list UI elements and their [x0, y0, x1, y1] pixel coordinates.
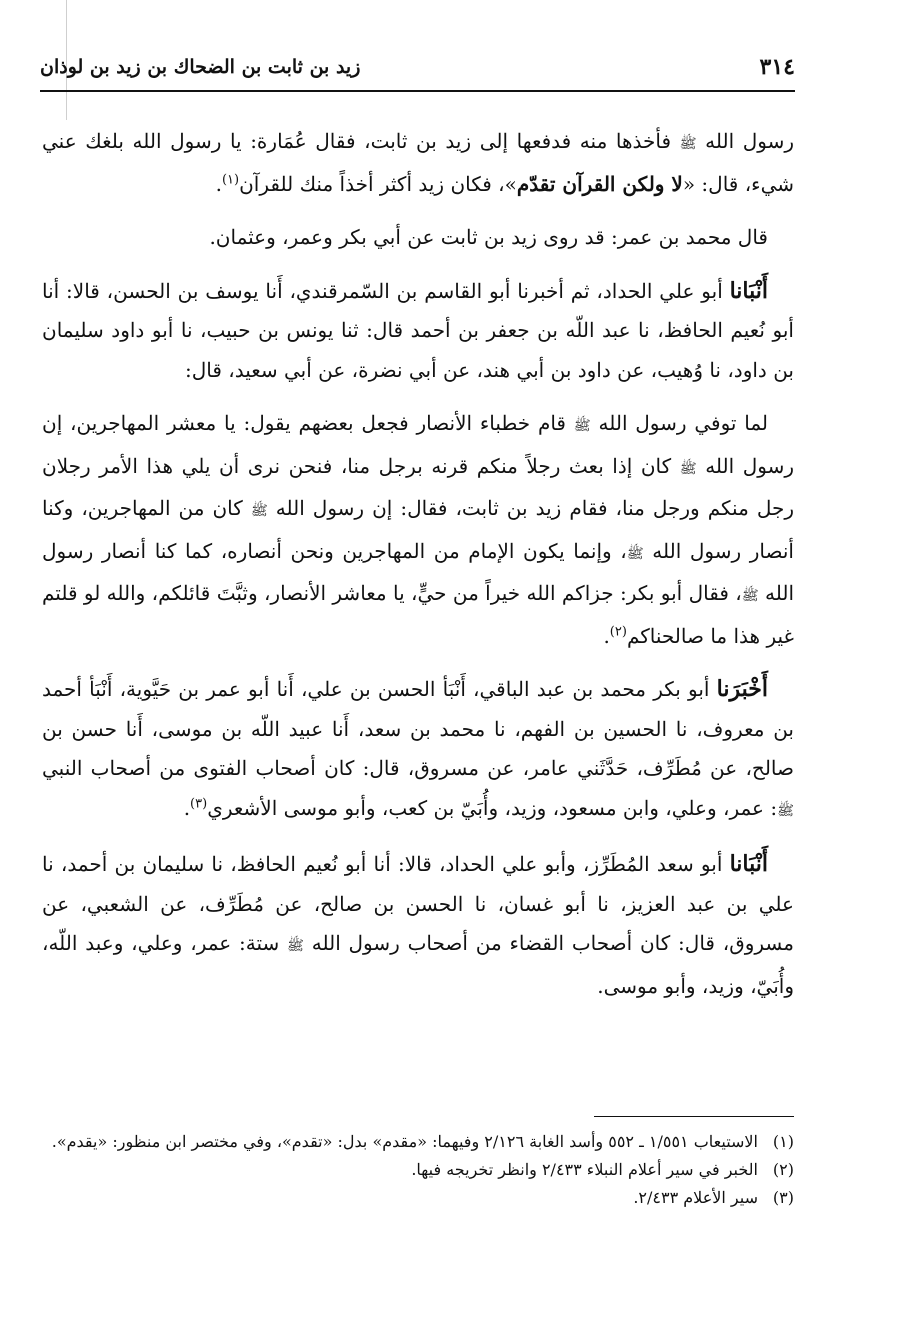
- text-run: »، فكان زيد أكثر أخذاً منك للقرآن: [239, 171, 517, 196]
- paragraph-2: [42, 218, 794, 258]
- prophet-quote: لا ولكن القرآن تقدّم: [516, 171, 683, 196]
- footnotes: [42, 1128, 794, 1212]
- salla-glyph: ﷺ: [777, 802, 794, 819]
- footnote-ref-1[interactable]: (١): [221, 171, 240, 187]
- footnote-3: [42, 1184, 794, 1212]
- paragraph-6: [42, 845, 794, 1006]
- text-run: .: [215, 171, 222, 196]
- text-run: كان إذا بعث رجلاً منكم قرنه برجل منا، فنحن نرى أن يلي هذا الأمر رجلان رجل منكم ورجل منا، فقام زيد بن ثابت، فقال: إن رسول الله: [42, 453, 795, 520]
- footnote-number: (٣): [772, 1188, 794, 1207]
- main-text: [42, 122, 794, 1020]
- salla-glyph: ﷺ: [741, 588, 759, 604]
- text-run: ، فقال أبو بكر: جزاكم الله خيراً من حيٍّ، يا معاشر الأنصار، وثبَّتَ قائلكم، والله لو قلتم غير هذا ما صالحناكم: [42, 581, 794, 648]
- running-title: زيد بن ثابت بن الضحاك بن زيد بن لوذان: [40, 56, 361, 78]
- page-number: ٣١٤: [759, 54, 795, 80]
- footnote-rule: [594, 1116, 794, 1117]
- text-run: أبو بكر محمد بن عبد الباقي، أَنْبَأ الحسن بن علي، أَنا أبو عمر بن حَيَّوية، أَنْبَأ أحمد بن معروف، نا الحسين بن الفهم، نا محمد بن سعد، أَنا عبيد اللّه بن موسى، أَنا حسن بن صالح، عن مُطَرِّف، حَدَّثَني عامر، عن مسروق، قال: كان أصحاب الفتوى من أصحاب النبي: [42, 677, 794, 780]
- footnote-ref-3[interactable]: (٣): [190, 795, 208, 811]
- text-run: .: [183, 795, 191, 820]
- text-run: كان من المهاجرين، وكنا أنصار رسول الله: [42, 496, 794, 563]
- text-run: .: [603, 623, 610, 648]
- text-run: أبو سعد المُطَرِّز، وأبو علي الحداد، قالا: أنا أبو نُعيم الحافظ، نا سليمان بن أحمد، نا علي بن عبد العزيز، نا أبو غسان، نا الحسن بن صالح، عن مُطَرِّف، عن الشعبي، عن مسروق، قال: كان أصحاب القضاء من أصحاب رسول الله: [42, 852, 794, 955]
- text-run: لما توفي رسول الله: [598, 411, 769, 435]
- isnad-lead-word: أَنْبَانا: [729, 851, 768, 877]
- salla-glyph: ﷺ: [679, 136, 697, 152]
- text-run: ستة: عمر، وعلي، وعبد اللّه، وأُبَيّ، وزيد، وأبو موسى.: [42, 931, 794, 998]
- text-run: أبو علي الحداد، ثم أخبرنا أبو القاسم بن السّمرقندي، أَنا يوسف بن الحسن، قالا: أنا أبو نُعيم الحافظ، نا عبد اللّه بن جعفر بن أحمد قال: ثنا يونس بن حبيب، نا أبو داود سليمان بن داود، نا وُهيب، عن داود بن أبي هند، عن أبي نضرة، عن أبي سعيد، قال:: [42, 278, 794, 382]
- paragraph-3: [42, 272, 794, 391]
- footnote-text: الاستيعاب ١/٥٥١ ـ ٥٥٢ وأسد الغابة ٢/١٢٦ وفيهما: «مقدم» بدل: «تقدم»، وفي مختصر ابن منظور: «يقدم».: [51, 1132, 758, 1151]
- text-run: : عمر، وعلي، وابن مسعود، وزيد، وأُبَيّ بن كعب، وأبو موسى الأشعري: [207, 795, 778, 820]
- paragraph-1: [42, 122, 794, 204]
- footnote-text: الخبر في سير أعلام النبلاء ٢/٤٣٣ وانظر تخريجه فيها.: [411, 1160, 758, 1179]
- salla-glyph: ﷺ: [287, 938, 304, 954]
- text-run: قام خطباء الأنصار فجعل بعضهم يقول: يا معشر المهاجرين، إن رسول الله: [42, 411, 795, 478]
- footnote-number: (١): [772, 1132, 794, 1151]
- text-run: قال محمد بن عمر: قد روى زيد بن ثابت عن أبي بكر وعمر، وعثمان.: [209, 225, 768, 249]
- footnote-number: (٢): [772, 1160, 794, 1179]
- page-header: [40, 50, 795, 88]
- header-rule: [40, 90, 795, 92]
- footnote-2: [42, 1156, 794, 1184]
- salla-glyph: ﷺ: [573, 418, 591, 434]
- text-run: رسول الله: [705, 129, 795, 153]
- paragraph-5: [42, 670, 794, 831]
- isnad-lead-word: أَخْبَرَنا: [716, 676, 768, 702]
- isnad-lead-word: أَنْبَانا: [729, 277, 768, 304]
- salla-glyph: ﷺ: [250, 503, 268, 519]
- text-run: ، وإنما يكون الإمام من المهاجرين ونحن أنصاره، كما كنا أنصار رسول الله: [42, 538, 794, 605]
- footnote-ref-2[interactable]: (٢): [609, 623, 627, 639]
- paragraph-4: [42, 404, 794, 656]
- footnote-text: سير الأعلام ٢/٤٣٣.: [633, 1188, 758, 1207]
- footnote-1: [42, 1128, 794, 1156]
- salla-glyph: ﷺ: [626, 545, 644, 562]
- salla-glyph: ﷺ: [679, 460, 697, 477]
- text-run: فأخذها منه فدفعها إلى زيد بن ثابت، فقال عُمَارة: يا رسول الله بلغك عني شيء، قال: «: [42, 129, 794, 196]
